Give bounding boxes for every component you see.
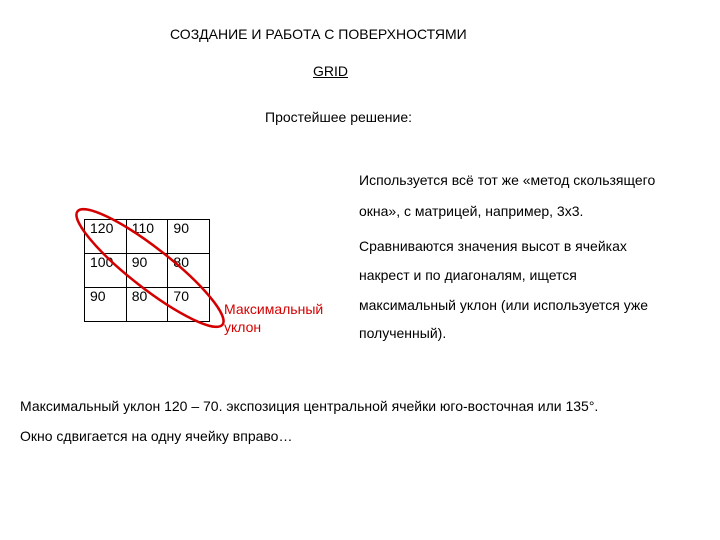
description-line-5: максимальный уклон (или используется уже <box>359 297 649 313</box>
matrix-cell: 120 <box>85 220 127 254</box>
description-line-3: Сравниваются значения высот в ячейках <box>359 238 627 254</box>
grid-label: GRID <box>313 63 348 79</box>
page-title: СОЗДАНИЕ И РАБОТА С ПОВЕРХНОСТЯМИ <box>170 26 467 42</box>
subtitle: Простейшее решение: <box>265 109 413 125</box>
matrix-cell: 80 <box>168 254 210 288</box>
elevation-matrix <box>84 219 210 322</box>
max-slope-annotation-line-2: уклон <box>224 319 262 335</box>
conclusion-line-2: Окно сдвигается на одну ячейку вправо… <box>20 428 293 444</box>
matrix-cell: 90 <box>126 254 168 288</box>
matrix-row <box>85 254 210 288</box>
matrix-cell: 90 <box>168 220 210 254</box>
matrix-row <box>85 288 210 322</box>
matrix-cell: 90 <box>85 288 127 322</box>
max-slope-annotation-line-1: Максимальный <box>224 301 324 317</box>
description-line-6: полученный). <box>359 325 447 341</box>
matrix-cell: 80 <box>126 288 168 322</box>
conclusion-line-1: Максимальный уклон 120 – 70. экспозиция центральной ячейки юго-восточная или 135°. <box>20 398 599 414</box>
description-line-2: окна», с матрицей, например, 3х3. <box>359 203 584 219</box>
description-line-1: Используется всё тот же «метод скользящего <box>359 172 656 188</box>
matrix-cell: 110 <box>126 220 168 254</box>
description-line-4: накрест и по диагоналям, ищется <box>359 267 577 283</box>
matrix-cell: 100 <box>85 254 127 288</box>
matrix-cell: 70 <box>168 288 210 322</box>
matrix-row <box>85 220 210 254</box>
